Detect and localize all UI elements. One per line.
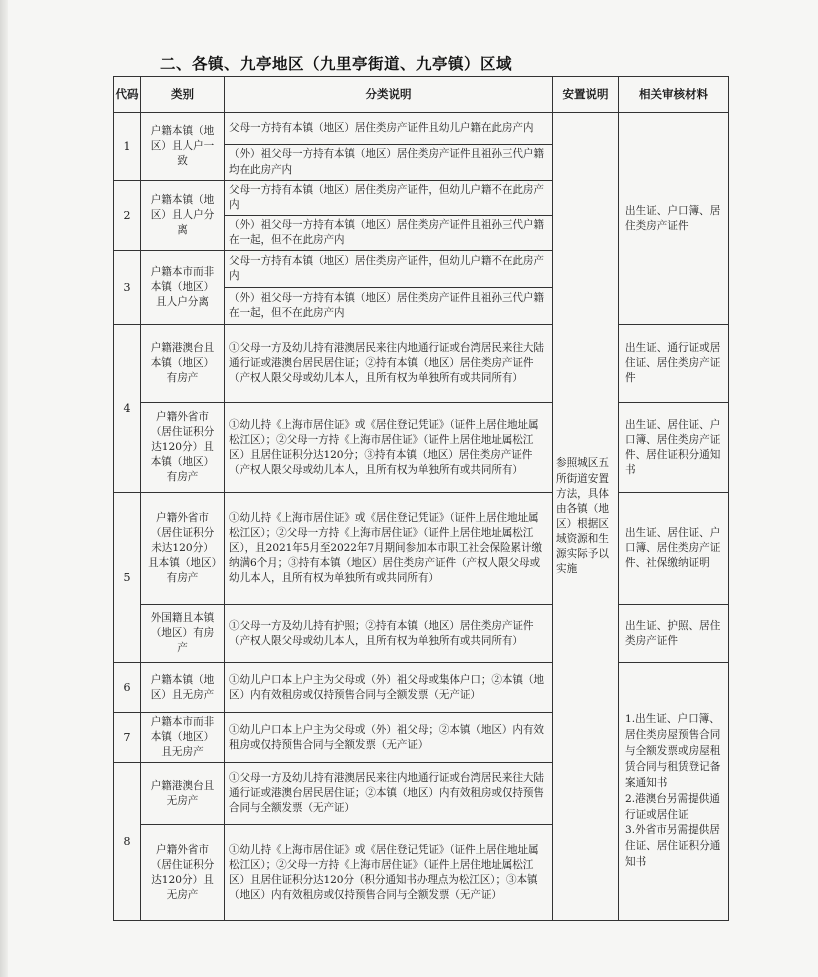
row-code: 5: [114, 493, 141, 663]
table-row: [114, 403, 729, 493]
kindergarten-enrollment-table: [113, 76, 729, 921]
header-description: 分类说明: [225, 77, 553, 113]
row-description: 父母一方持有本镇（地区）居住类房产证件且幼儿户籍在此房产内: [225, 113, 553, 145]
row-code: 2: [114, 181, 141, 251]
table-row: [114, 113, 729, 145]
materials-group-5: 出生证、护照、居住类房产证件: [619, 605, 729, 663]
row-category: 外国籍且本镇（地区）有房产: [141, 605, 225, 663]
row-code: 6: [114, 663, 141, 713]
row-description: ①幼儿户口本上户主为父母或（外）祖父母或集体户口；②本镇（地区）内有效租房或仅持预售合同与全额发票（无产证）: [225, 663, 553, 713]
row-category: 户籍外省市（居住证积分达120分）且无房产: [141, 825, 225, 921]
row-category: 户籍外省市（居住证积分未达120分）且本镇（地区）有房产: [141, 493, 225, 605]
row-description: 父母一方持有本镇（地区）居住类房产证件，但幼儿户籍不在此房产内: [225, 251, 553, 288]
row-category: 户籍本市而非本镇（地区）且人户分离: [141, 251, 225, 325]
row-category: 户籍港澳台且无房产: [141, 763, 225, 825]
row-description: ①父母一方及幼儿持有港澳居民来往内地通行证或台湾居民来往大陆通行证或港澳台居民居住证；②持有本镇（地区）居住类房产证件（产权人限父母或幼儿本人，且所有权为单独所有或共同所有）: [225, 325, 553, 403]
table-row: [114, 493, 729, 605]
row-description: （外）祖父母一方持有本镇（地区）居住类房产证件且祖孙三代户籍均在此房产内: [225, 145, 553, 181]
materials-group-2: 出生证、通行证或居住证、居住类房产证件: [619, 325, 729, 403]
row-description: 父母一方持有本镇（地区）居住类房产证件，但幼儿户籍不在此房产内: [225, 181, 553, 216]
row-code: 3: [114, 251, 141, 325]
row-description: ①幼儿持《上海市居住证》或《居住登记凭证》（证件上居住地址属松江区）；②父母一方持《上海市居住证》（证件上居住地址属松江区），且2021年5月至2022年7月期间参加本市职工社会保险累计缴纳满6个月；③持有本镇（地区）居住类房产证件（产权人限父母或幼儿本人，且所有权为单独所有或共同所有）: [225, 493, 553, 605]
header-row: [114, 77, 729, 113]
table-row: [114, 325, 729, 403]
table-row: [114, 605, 729, 663]
row-category: 户籍本镇（地区）且人户分离: [141, 181, 225, 251]
header-category: 类别: [141, 77, 225, 113]
row-description: ①幼儿户口本上户主为父母或（外）祖父母；②本镇（地区）内有效租房或仅持预售合同与全额发票（无产证）: [225, 713, 553, 763]
row-description: ①父母一方及幼儿持有港澳居民来往内地通行证或台湾居民来往大陆通行证或港澳台居民居住证；②本镇（地区）内有效租房或仅持预售合同与全额发票（无产证）: [225, 763, 553, 825]
materials-group-4: 出生证、居住证、户口簿、居住类房产证件、社保缴纳证明: [619, 493, 729, 605]
row-category: 户籍外省市（居住证积分达120分）且本镇（地区）有房产: [141, 403, 225, 493]
row-category: 户籍本镇（地区）且无房产: [141, 663, 225, 713]
row-description: （外）祖父母一方持有本镇（地区）居住类房产证件且祖孙三代户籍在一起，但不在此房产内: [225, 288, 553, 325]
row-description: （外）祖父母一方持有本镇（地区）居住类房产证件且祖孙三代户籍在一起，但不在此房产内: [225, 216, 553, 251]
row-code: 8: [114, 763, 141, 921]
materials-group-3: 出生证、居住证、户口簿、居住类房产证件、居住证积分通知书: [619, 403, 729, 493]
table-row: [114, 663, 729, 713]
row-code: 4: [114, 325, 141, 493]
row-category: 户籍本市而非本镇（地区）且无房产: [141, 713, 225, 763]
row-code: 1: [114, 113, 141, 181]
row-description: ①幼儿持《上海市居住证》或《居住登记凭证》（证件上居住地址属松江区）；②父母一方持《上海市居住证》（证件上居住地址属松江区）且居住证积分达120分（积分通知书办理点为松江区）；③本镇（地区）内有效租房或仅持预售合同与全额发票（无产证）: [225, 825, 553, 921]
header-arrangement: 安置说明: [553, 77, 619, 113]
materials-group-1: 出生证、户口簿、居住类房产证件: [619, 113, 729, 325]
header-code: 代码: [114, 77, 141, 113]
row-description: ①父母一方及幼儿持有护照；②持有本镇（地区）居住类房产证件（产权人限父母或幼儿本人，且所有权为单独所有或共同所有）: [225, 605, 553, 663]
arrangement-note: 参照城区五所街道安置方法，具体由各镇（地区）根据区域资源和生源实际予以实施: [553, 113, 619, 921]
row-description: ①幼儿持《上海市居住证》或《居住登记凭证》（证件上居住地址属松江区）；②父母一方持《上海市居住证》（证件上居住地址属松江区）且居住证积分达120分；③持有本镇（地区）居住类房产证件（产权人限父母或幼儿本人，且所有权为单独所有或共同所有）: [225, 403, 553, 493]
row-category: 户籍本镇（地区）且人户一致: [141, 113, 225, 181]
header-materials: 相关审核材料: [619, 77, 729, 113]
page-edge-shadow: [0, 0, 8, 977]
materials-group-6: 1.出生证、户口簿、居住类房屋预售合同与全额发票或房屋租赁合同与租赁登记备案通知书 2.港澳台另需提供通行证或居住证 3.外省市另需提供居住证、居住证积分通知书: [619, 663, 729, 921]
row-category: 户籍港澳台且本镇（地区）有房产: [141, 325, 225, 403]
row-code: 7: [114, 713, 141, 763]
section-title: 二、各镇、九亭地区（九里亭街道、九亭镇）区域: [160, 55, 513, 73]
